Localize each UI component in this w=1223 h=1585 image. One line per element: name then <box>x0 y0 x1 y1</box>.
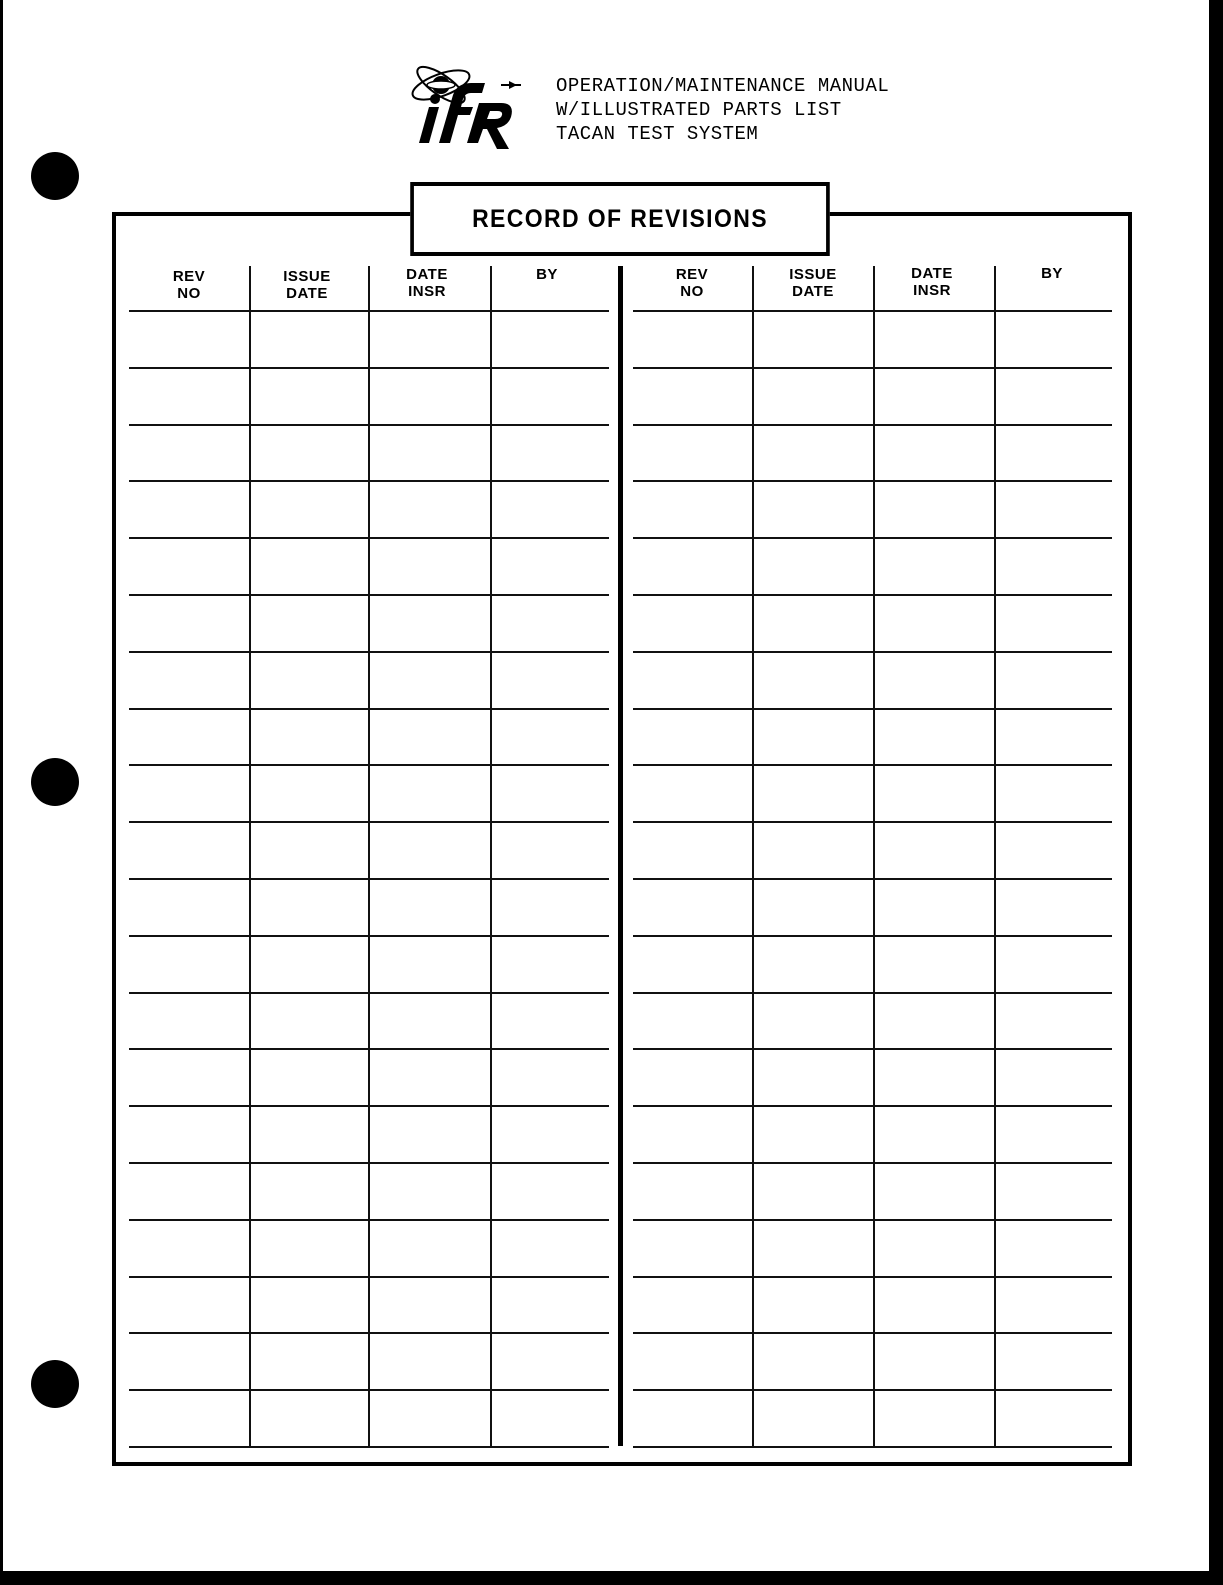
grid-row-line <box>633 1446 1112 1448</box>
grid-column-line <box>490 266 492 1446</box>
header-line: DATE <box>406 266 448 283</box>
grid-column-line <box>873 266 875 1446</box>
page-edge <box>0 0 3 1571</box>
header-by-right <box>997 265 1107 282</box>
manual-header <box>556 74 889 146</box>
header-issue-date-right <box>758 266 868 300</box>
header-line: REV <box>172 268 206 285</box>
grid-column-line <box>994 266 996 1446</box>
ifr-logo <box>405 55 535 155</box>
header-line: BY <box>1041 265 1063 282</box>
grid-column-line <box>752 266 754 1446</box>
header-line: BY <box>536 266 558 283</box>
header-issue-date-left <box>252 268 362 302</box>
header-line: ISSUE <box>789 266 837 283</box>
center-divider <box>618 266 623 1446</box>
grid-column-line <box>249 266 251 1446</box>
header-line: NO <box>177 285 201 302</box>
binder-hole-middle <box>31 758 79 806</box>
system-name-line: TACAN TEST SYSTEM <box>556 123 759 145</box>
binder-hole-top <box>31 152 79 200</box>
header-line: INSR <box>913 282 951 299</box>
binder-hole-bottom <box>31 1360 79 1408</box>
header-line: ISSUE <box>283 268 331 285</box>
header-line: INSR <box>408 283 446 300</box>
header-line: REV <box>675 266 709 283</box>
grid-row-line <box>129 1446 609 1448</box>
grid-column-line <box>368 266 370 1446</box>
record-of-revisions-title: RECORD OF REVISIONS <box>410 182 830 256</box>
header-date-insr-left <box>372 266 482 300</box>
header-date-insr-right <box>877 265 987 299</box>
header-line: DATE <box>286 285 328 302</box>
manual-title-line: OPERATION/MAINTENANCE MANUAL <box>556 75 890 97</box>
header-rev-no-right <box>637 266 747 300</box>
header-line: DATE <box>792 283 834 300</box>
header-line: NO <box>680 283 704 300</box>
header-by-left <box>492 266 602 283</box>
header-rev-no-left <box>134 268 244 302</box>
manual-subtitle-line: W/ILLUSTRATED PARTS LIST <box>556 99 842 121</box>
header-line: DATE <box>911 265 953 282</box>
